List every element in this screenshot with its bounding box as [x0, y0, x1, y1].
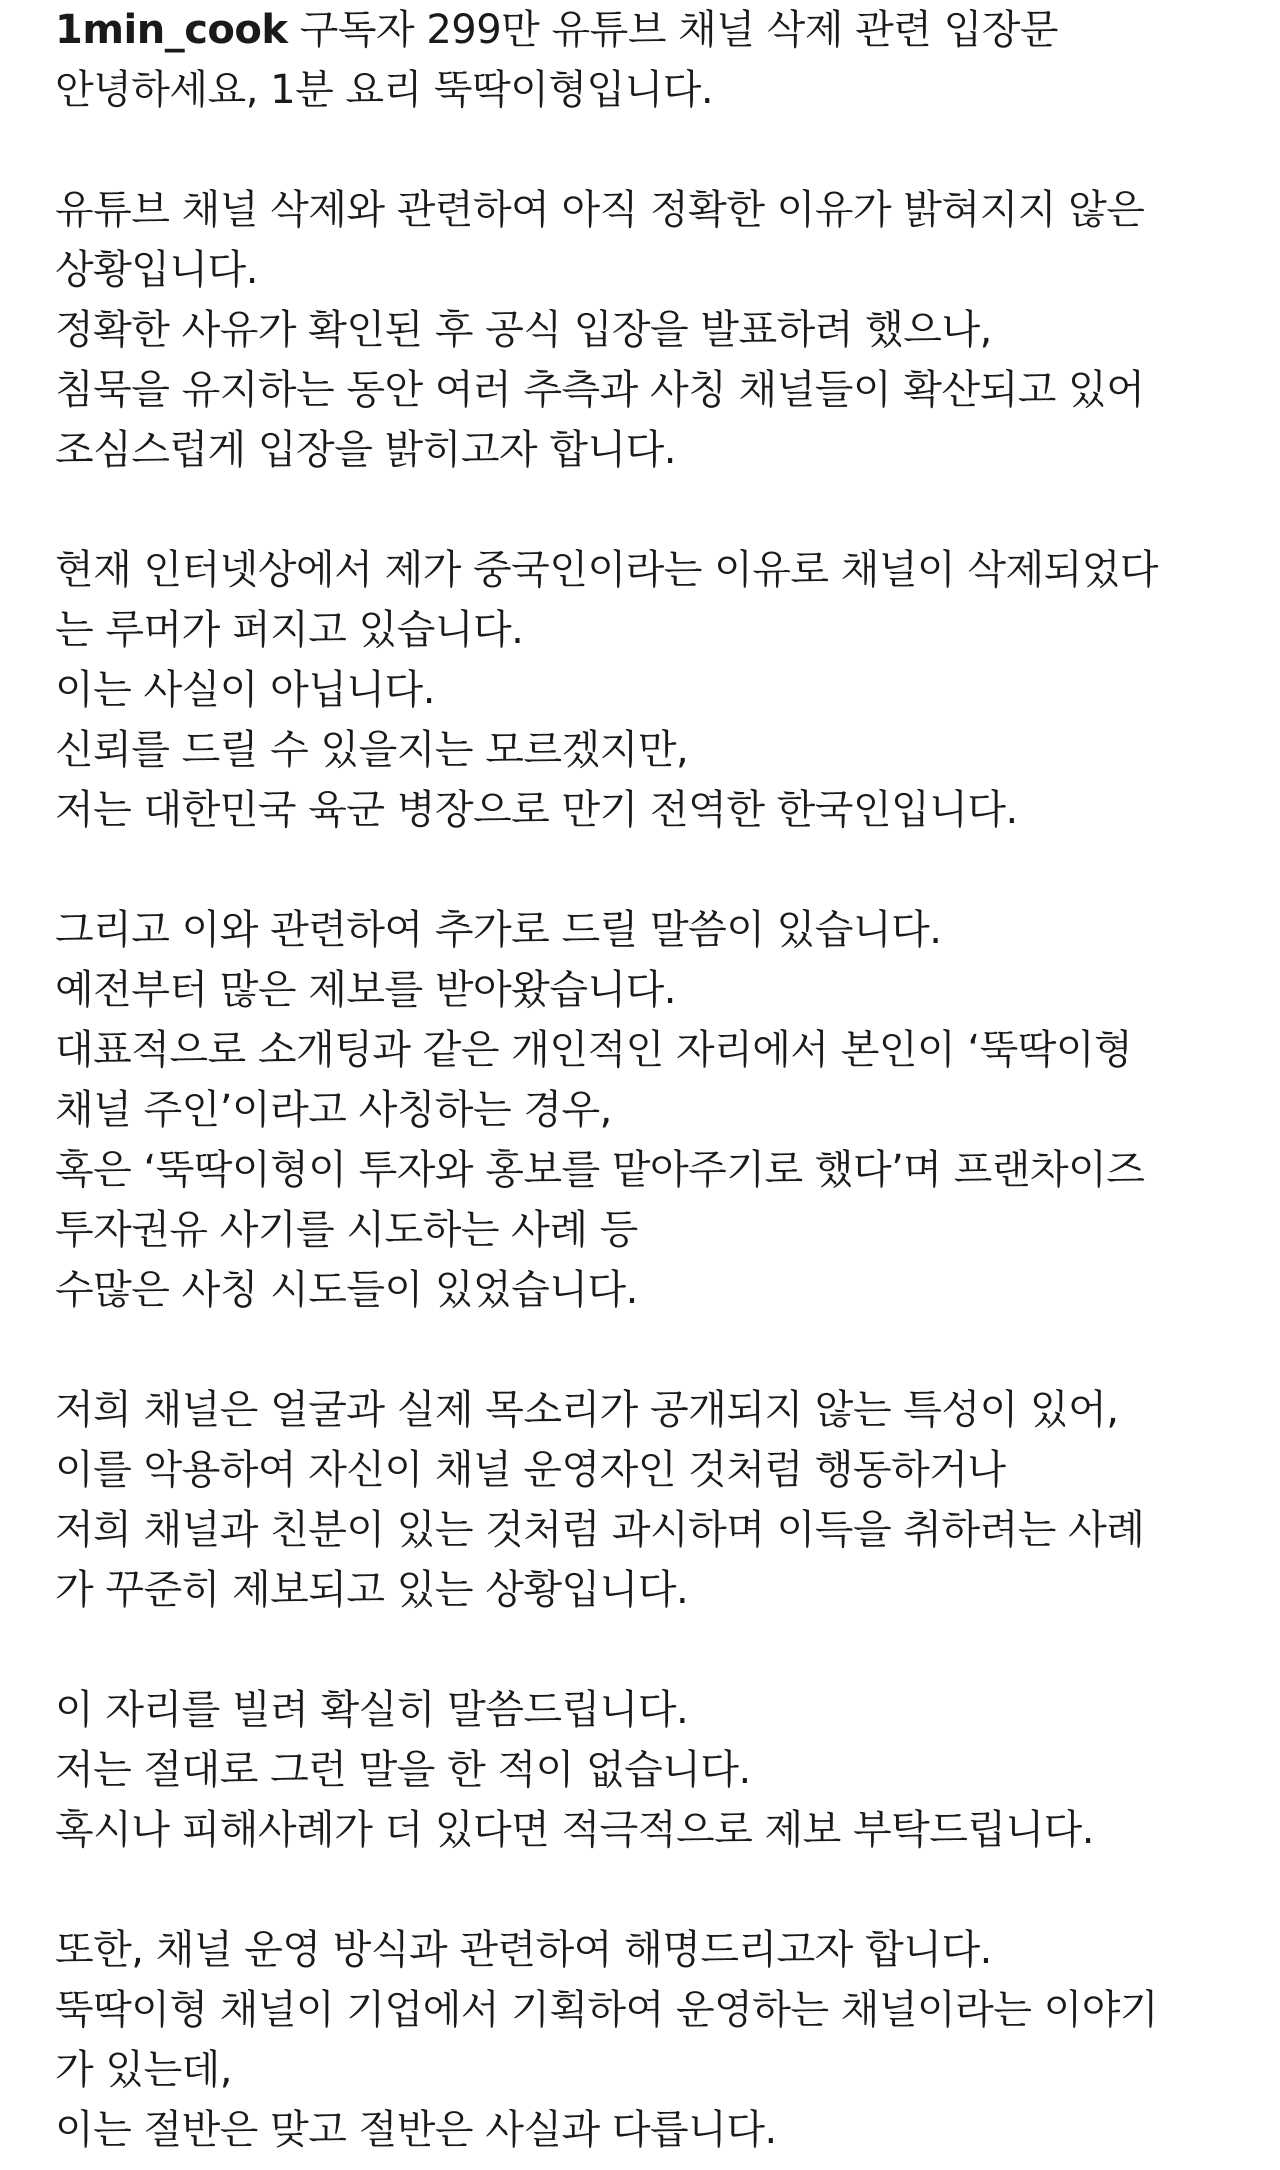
paragraph-line: 유튜브 채널 삭제와 관련하여 아직 정확한 이유가 밝혀지지 않은 [55, 187, 1145, 233]
paragraph-line: 그리고 이와 관련하여 추가로 드릴 말씀이 있습니다. [55, 907, 942, 953]
title-text: 구독자 299만 유튜브 채널 삭제 관련 입장문 [287, 7, 1059, 53]
paragraph-line: 채널 주인’이라고 사칭하는 경우, [55, 1087, 612, 1133]
paragraph-line: 이는 사실이 아닙니다. [55, 667, 435, 713]
paragraph-gap [55, 120, 1245, 180]
paragraph-operation-explanation [55, 1920, 1245, 2160]
paragraph-line: 뚝딱이형 채널이 기업에서 기획하여 운영하는 채널이라는 이야기 [55, 1987, 1159, 2033]
paragraph-line: 투자권유 사기를 시도하는 사례 등 [55, 1207, 638, 1253]
paragraph-gap [55, 1620, 1245, 1680]
paragraph-line: 이를 악용하여 자신이 채널 운영자인 것처럼 행동하거나 [55, 1447, 1006, 1493]
paragraph-gap [55, 1320, 1245, 1380]
paragraph-line: 현재 인터넷상에서 제가 중국인이라는 이유로 채널이 삭제되었다 [55, 547, 1159, 593]
paragraph-line: 안녕하세요, 1분 요리 뚝딱이형입니다. [55, 67, 714, 113]
paragraph-gap [55, 1860, 1245, 1920]
paragraph-line: 혹시나 피해사례가 더 있다면 적극적으로 제보 부탁드립니다. [55, 1807, 1095, 1853]
paragraph-line: 저는 대한민국 육군 병장으로 만기 전역한 한국인입니다. [55, 787, 1018, 833]
paragraph-channel-anonymity [55, 1380, 1245, 1620]
paragraph-line: 정확한 사유가 확인된 후 공식 입장을 발표하려 했으나, [55, 307, 992, 353]
paragraph-gap [55, 840, 1245, 900]
paragraph-line: 가 있는데, [55, 2047, 232, 2093]
paragraph-line: 저희 채널은 얼굴과 실제 목소리가 공개되지 않는 특성이 있어, [55, 1387, 1119, 1433]
statement-post [55, 0, 1245, 2160]
paragraph-line: 이 자리를 빌려 확실히 말씀드립니다. [55, 1687, 689, 1733]
paragraph-line: 수많은 사칭 시도들이 있었습니다. [55, 1267, 638, 1313]
paragraph-line: 혹은 ‘뚝딱이형이 투자와 홍보를 맡아주기로 했다’며 프랜차이즈 [55, 1147, 1145, 1193]
paragraph-line: 상황입니다. [55, 247, 258, 293]
paragraph-line: 가 꾸준히 제보되고 있는 상황입니다. [55, 1567, 689, 1613]
paragraph-line: 는 루머가 퍼지고 있습니다. [55, 607, 524, 653]
paragraph-line: 침묵을 유지하는 동안 여러 추측과 사칭 채널들이 확산되고 있어 [55, 367, 1145, 413]
paragraph-greeting [55, 60, 1245, 120]
paragraph-line: 저는 절대로 그런 말을 한 적이 없습니다. [55, 1747, 751, 1793]
paragraph-line: 조심스럽게 입장을 밝히고자 합니다. [55, 427, 676, 473]
paragraph-line: 예전부터 많은 제보를 받아왔습니다. [55, 967, 676, 1013]
paragraph-rumor [55, 540, 1245, 840]
account-name: 1min_cook [55, 7, 288, 53]
paragraph-gap [55, 480, 1245, 540]
paragraph-line: 저희 채널과 친분이 있는 것처럼 과시하며 이득을 취하려는 사례 [55, 1507, 1145, 1553]
paragraph-impersonation-reports [55, 900, 1245, 1320]
paragraph-clarification [55, 1680, 1245, 1860]
paragraph-channel-deletion [55, 180, 1245, 480]
statement-title [55, 0, 1245, 60]
paragraph-line: 이는 절반은 맞고 절반은 사실과 다릅니다. [55, 2107, 777, 2153]
paragraph-line: 신뢰를 드릴 수 있을지는 모르겠지만, [55, 727, 689, 773]
paragraph-line: 대표적으로 소개팅과 같은 개인적인 자리에서 본인이 ‘뚝딱이형 [55, 1027, 1133, 1073]
paragraph-line: 또한, 채널 운영 방식과 관련하여 해명드리고자 합니다. [55, 1927, 992, 1973]
